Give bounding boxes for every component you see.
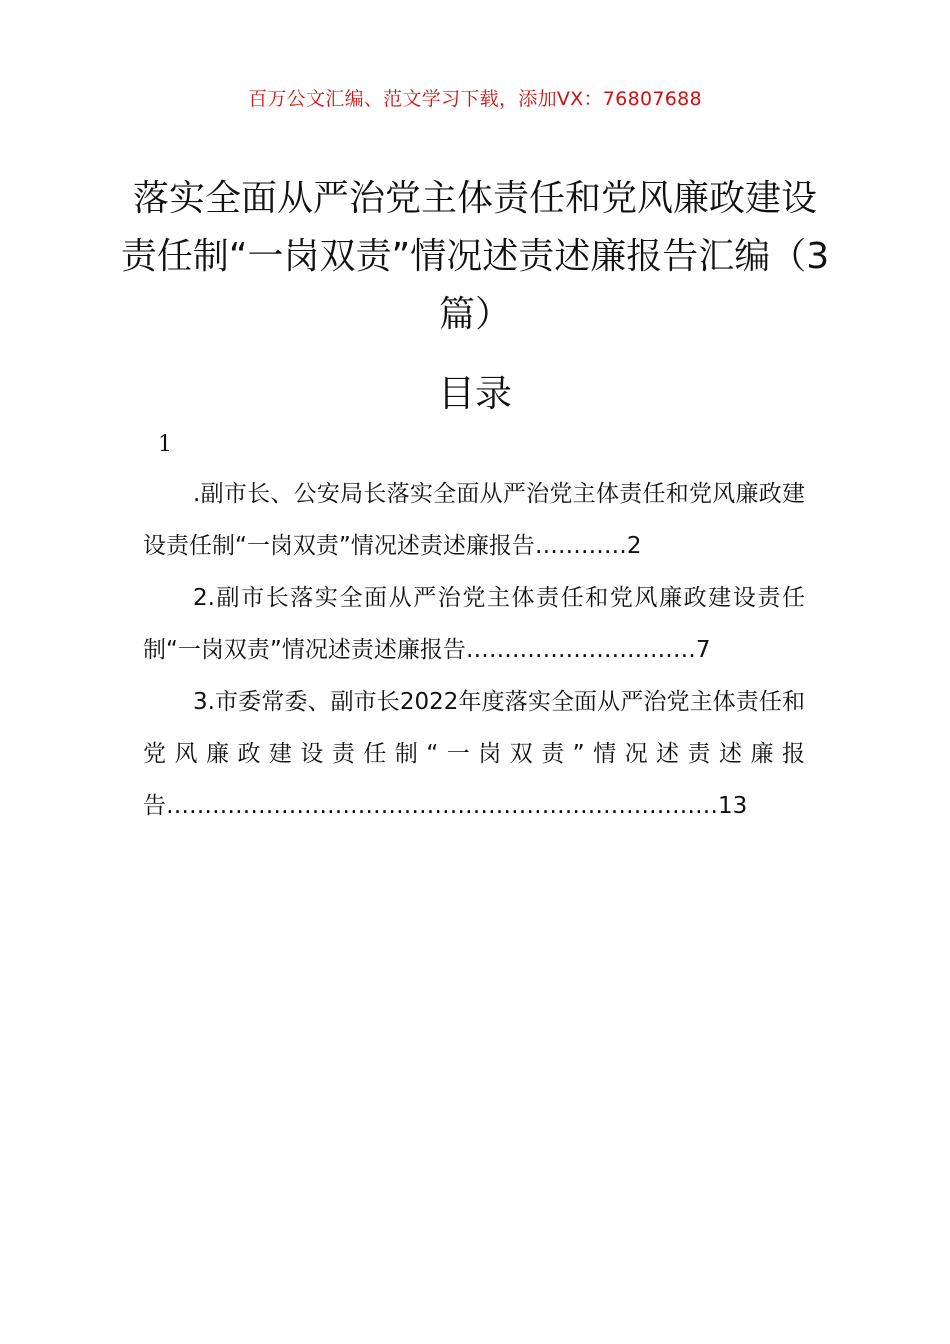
- toc-page-number: 2: [626, 533, 642, 559]
- document-title: 落实全面从严治党主体责任和党风廉政建设责任制“一岗双责”情况述责述廉报告汇编（3篇）: [120, 178, 830, 335]
- table-of-contents: [143, 468, 805, 832]
- toc-entry-3[interactable]: [143, 676, 805, 832]
- toc-dot-leader: ………………………………………………………………: [166, 793, 718, 819]
- toc-entry-label: 2.副市长落实全面从严治党主体责任和党风廉政建设责任制“一岗双责”情况述责述廉报告: [143, 585, 805, 663]
- toc-heading: 目录: [438, 372, 512, 415]
- toc-entry-label: .副市长、公安局长落实全面从严治党主体责任和党风廉政建设责任制“一岗双责”情况述责述廉报告: [143, 481, 805, 559]
- stray-number: 1: [158, 432, 172, 457]
- toc-entry-1[interactable]: [143, 468, 805, 572]
- toc-page-number: 13: [718, 793, 748, 819]
- toc-dot-leader: …………………………: [465, 637, 696, 663]
- toc-entry-label: 3.市委常委、副市长2022年度落实全面从严治党主体责任和党风廉政建设责任制“一岗双责”情况述责述廉报告: [143, 689, 805, 819]
- toc-page-number: 7: [695, 637, 711, 663]
- toc-entry-2[interactable]: [143, 572, 805, 676]
- toc-dot-leader: …………: [534, 533, 627, 559]
- promo-banner: 百万公文汇编、范文学习下载，添加VX：76807688: [248, 88, 702, 110]
